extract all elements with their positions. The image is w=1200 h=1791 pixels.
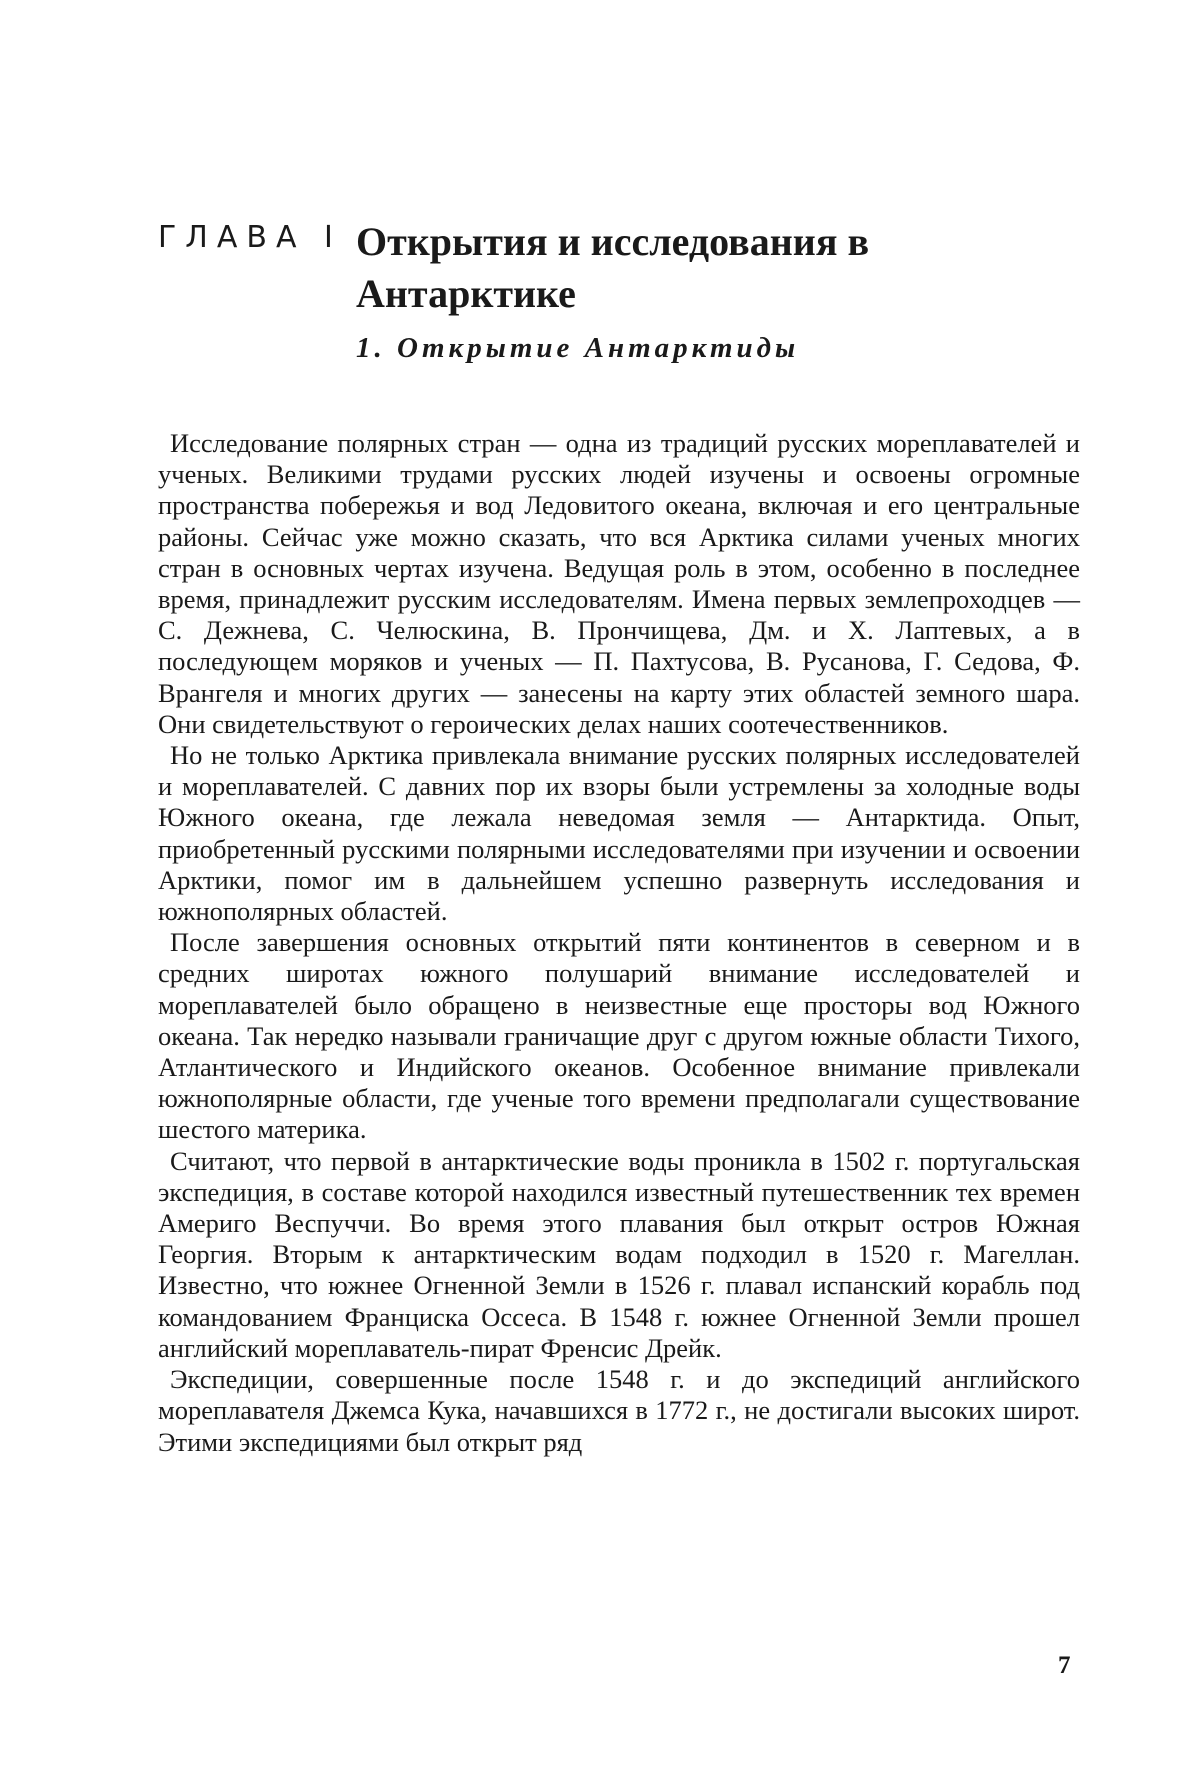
paragraph: Исследование полярных стран — одна из традиций русских мореплавателей и ученых. Великими трудами русских людей изучены и освоены огромные пространства побережья и вод Ледовитого океана, включая и его центральные районы. Сейчас уже можно сказать, что вся Арктика силами ученых многих стран в основных чертах изучена. Ведущая роль в этом, особенно в последнее время, принадлежит русским исследователям. Имена первых землепроходцев — С. Дежнева, С. Челюскина, В. Прончищева, Дм. и Х. Лаптевых, а в последующем моряков и ученых — П. Пахтусова, В. Русанова, Г. Седова, Ф. Врангеля и многих других — занесены на карту этих областей земного шара. Они свидетельствуют о героических делах наших соотечественников. — [158, 428, 1080, 740]
paragraph: Считают, что первой в антарктические воды проникла в 1502 г. португальская экспедиция, в составе которой находился известный путешественник тех времен Америго Веспуччи. Во время этого плавания был открыт остров Южная Георгия. Вторым к антарктическим водам подходил в 1520 г. Магеллан. Известно, что южнее Огненной Земли в 1526 г. плавал испанский корабль под командованием Франциска Оссеса. В 1548 г. южнее Огненной Земли прошел английский мореплаватель-пират Френсис Дрейк. — [158, 1146, 1080, 1364]
body-text — [158, 428, 1080, 1458]
page-number: 7 — [1058, 1652, 1071, 1680]
section-title: 1. Открытие Антарктиды — [356, 332, 799, 365]
paragraph: После завершения основных открытий пяти континентов в северном и в средних широтах южного полушарий внимание исследователей и мореплавателей было обращено в неизвестные еще просторы вод Южного океана. Так нередко называли граничащие друг с другом южные области Тихого, Атлантического и Индийского океанов. Особенное внимание привлекали южнополярные области, где ученые того времени предполагали существование шестого материка. — [158, 927, 1080, 1145]
paragraph: Но не только Арктика привлекала внимание русских полярных исследователей и мореплавателей. С давних пор их взоры были устремлены за холодные воды Южного океана, где лежала неведомая земля — Антарктида. Опыт, приобретенный русскими полярными исследователями при изучении и освоении Арктики, помог им в дальнейшем успешно развернуть исследования и южнополярных областей. — [158, 740, 1080, 927]
paragraph: Экспедиции, совершенные после 1548 г. и до экспедиций английского мореплавателя Джемса Кука, начавшихся в 1772 г., не достигали высоких широт. Этими экспедициями был открыт ряд — [158, 1364, 1080, 1458]
chapter-label: ГЛАВА I — [158, 220, 342, 255]
chapter-title: Открытия и исследования в Антарктике — [356, 216, 916, 320]
